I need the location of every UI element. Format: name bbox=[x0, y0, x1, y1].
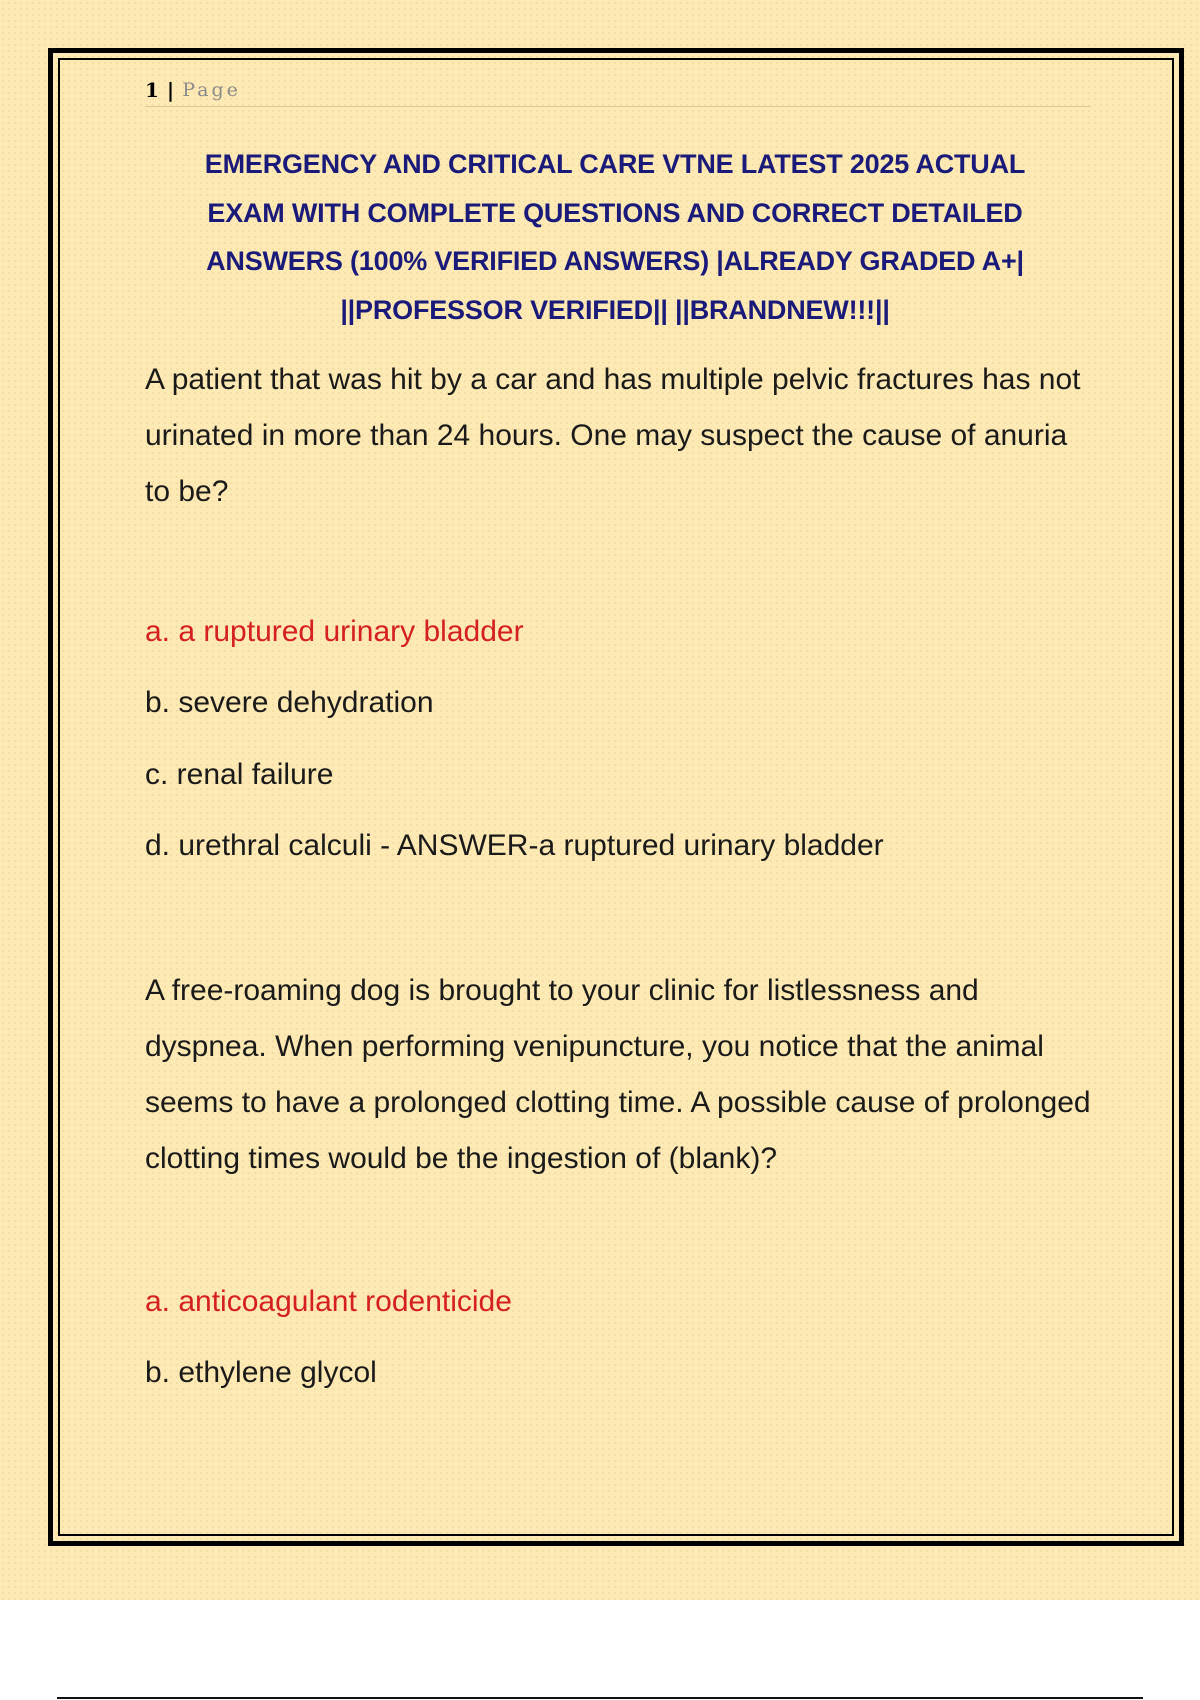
document-title: EMERGENCY AND CRITICAL CARE VTNE LATEST 2025 ACTUAL EXAM WITH COMPLETE QUESTIONS AND CORRECT DETAILED ANSWERS (100% VERIFIED ANSWERS) |ALREADY GRADED A+| ||PROFESSOR VERIFIED|| ||BRANDNEW!!!|| bbox=[204, 149, 1026, 325]
footer-divider bbox=[57, 1697, 1143, 1699]
page-label: Page bbox=[182, 79, 241, 101]
page-separator: | bbox=[166, 78, 175, 102]
question-1-text: A patient that was hit by a car and has multiple pelvic fractures has not urinated in more than 24 hours. One may suspect the cause of anuria to be? bbox=[145, 363, 1081, 508]
page-header bbox=[145, 74, 1091, 107]
question-2-text: A free-roaming dog is brought to your clinic for listlessness and dyspnea. When performing venipuncture, you notice that the animal seems to have a prolonged clotting time. A possible cause of prolonged clotting times would be the ingestion of (blank)? bbox=[145, 974, 1091, 1175]
question-2-option-a: a. anticoagulant rodenticide bbox=[145, 1285, 512, 1318]
page-number: 1 bbox=[145, 78, 159, 102]
question-1-option-d: d. urethral calculi - ANSWER-a ruptured urinary bladder bbox=[145, 829, 884, 862]
question-1-option-a: a. a ruptured urinary bladder bbox=[145, 615, 524, 648]
question-1-option-b: b. severe dehydration bbox=[145, 686, 434, 719]
question-1-option-c: c. renal failure bbox=[145, 758, 334, 791]
question-2-option-b: b. ethylene glycol bbox=[145, 1356, 377, 1389]
